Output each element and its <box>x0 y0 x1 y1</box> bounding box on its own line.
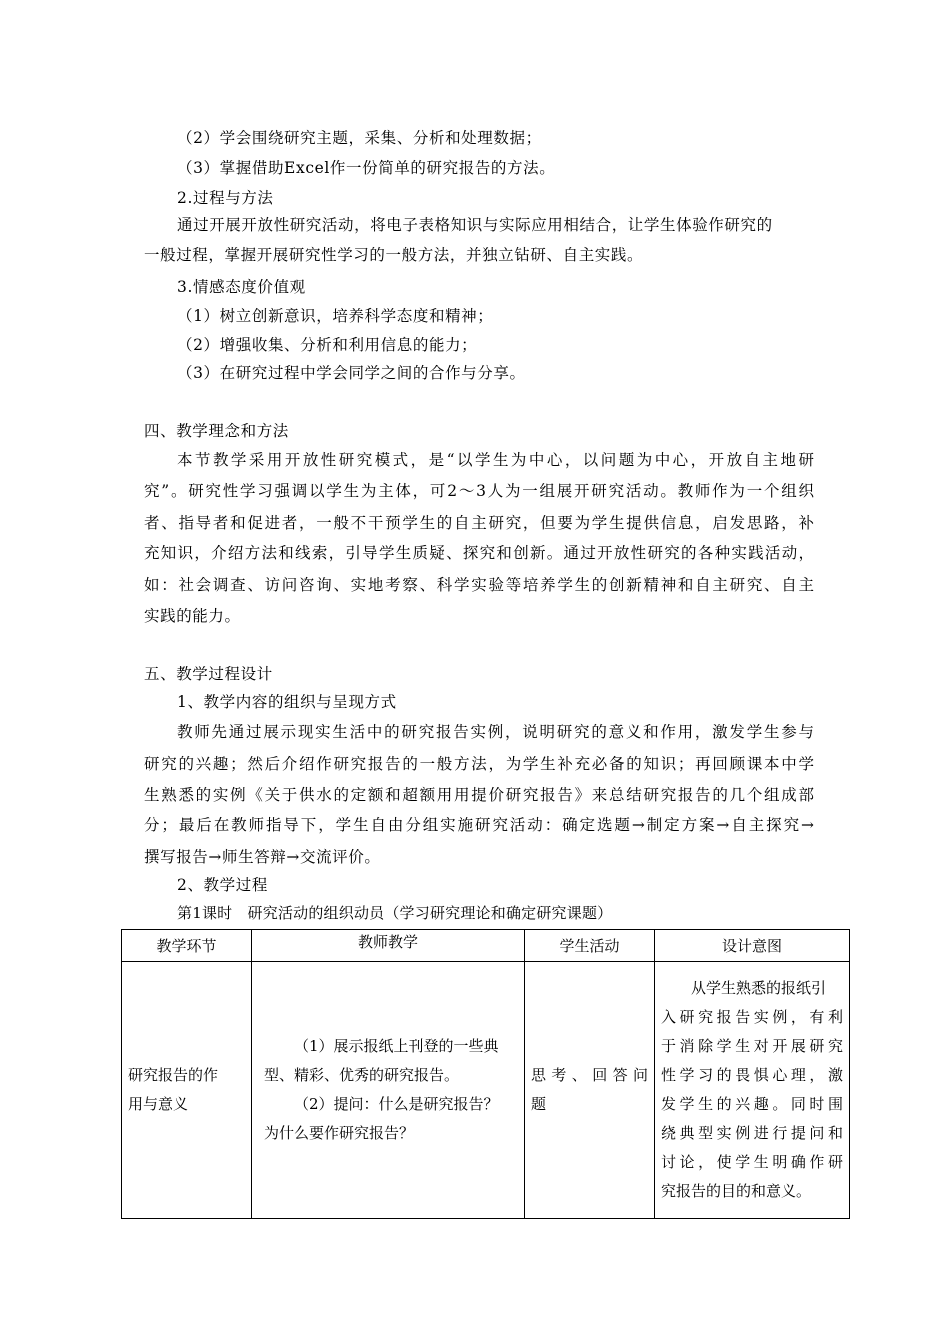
section-4-paragraph-line: 本节教学采用开放性研究模式，是“以学生为中心，以问题为中心，开放自主地研 <box>177 451 814 469</box>
intent-text: 发学生的兴趣。同时围 <box>661 1095 843 1113</box>
teacher-text: （2）提问：什么是研究报告？ <box>294 1095 499 1113</box>
table-row <box>122 962 850 1219</box>
intent-text: 从学生熟悉的报纸引 <box>691 979 827 997</box>
intent-text: 于消除学生对开展研究 <box>661 1037 843 1055</box>
goal-skill-2: （2）学会围绕研究主题，采集、分析和处理数据； <box>177 129 542 147</box>
stage-text: 用与意义 <box>128 1095 189 1113</box>
process-heading: 2.过程与方法 <box>177 189 274 207</box>
student-text: 题 <box>531 1095 547 1113</box>
student-text: 思考、回答问 <box>531 1066 648 1084</box>
section-5-paragraph-line: 研究的兴趣；然后介绍作研究报告的一般方法，为学生补充必备的知识；再回顾课本中学 <box>144 755 814 773</box>
stage-text: 研究报告的作 <box>128 1066 219 1084</box>
section-5-paragraph-line: 分；最后在教师指导下，学生自由分组实施研究活动：确定选题→制定方案→自主探究→ <box>144 816 814 834</box>
intent-text: 绕典型实例进行提问和 <box>661 1124 843 1142</box>
goal-skill-3: （3）掌握借助Excel作一份简单的研究报告的方法。 <box>177 159 556 177</box>
intent-text: 入研究报告实例，有利 <box>661 1008 843 1026</box>
header-student: 学生活动 <box>525 930 655 962</box>
section-5-sub-2: 2、教学过程 <box>177 876 268 894</box>
teacher-text: 型、精彩、优秀的研究报告。 <box>264 1066 460 1084</box>
section-4-paragraph-line: 究”。研究性学习强调以学生为主体，可2～3人为一组展开研究活动。教师作为一个组织 <box>144 482 814 500</box>
section-5-paragraph-line: 教师先通过展示现实生活中的研究报告实例，说明研究的意义和作用，激发学生参与 <box>177 723 814 741</box>
section-5-sub-1: 1、教学内容的组织与呈现方式 <box>177 693 397 711</box>
emotion-heading: 3.情感态度价值观 <box>177 278 306 296</box>
section-4-paragraph-line: 充知识，介绍方法和线索，引导学生质疑、探究和创新。通过开放性研究的各种实践活动， <box>144 544 814 562</box>
section-4-paragraph-line: 如：社会调查、访问咨询、实地考察、科学实验等培养学生的创新精神和自主研究、自主 <box>144 576 814 594</box>
process-paragraph-line: 通过开展开放性研究活动，将电子表格知识与实际应用相结合，让学生体验作研究的 <box>177 216 773 234</box>
teacher-text: 为什么要作研究报告？ <box>264 1124 415 1142</box>
section-5-paragraph-line: 生熟悉的实例《关于供水的定额和超额用用提价研究报告》来总结研究报告的几个组成部 <box>144 786 814 804</box>
emotion-goal-1: （1）树立创新意识，培养科学态度和精神； <box>177 307 494 325</box>
emotion-goal-3: （3）在研究过程中学会同学之间的合作与分享。 <box>177 364 526 382</box>
section-5-paragraph-line: 撰写报告→师生答辩→交流评价。 <box>144 848 381 866</box>
process-paragraph-line: 一般过程，掌握开展研究性学习的一般方法，并独立钻研、自主实践。 <box>144 246 644 264</box>
header-teacher: 教师教学 <box>252 930 525 962</box>
teacher-text: （1）展示报纸上刊登的一些典 <box>294 1037 499 1055</box>
intent-text: 讨论，使学生明确作研 <box>661 1153 843 1171</box>
header-stage: 教学环节 <box>122 930 252 962</box>
section-4-paragraph-line: 实践的能力。 <box>144 607 241 625</box>
intent-text: 性学习的畏惧心理，激 <box>661 1066 843 1084</box>
section-5-heading: 五、教学过程设计 <box>144 665 273 683</box>
lesson-table <box>121 929 850 1219</box>
section-4-heading: 四、教学理念和方法 <box>144 422 289 440</box>
intent-cell <box>655 962 850 1219</box>
header-intent: 设计意图 <box>655 930 850 962</box>
intent-text: 究报告的目的和意义。 <box>661 1182 812 1200</box>
stage-cell <box>122 962 252 1219</box>
emotion-goal-2: （2）增强收集、分析和利用信息的能力； <box>177 336 478 354</box>
student-cell <box>525 962 655 1219</box>
table-header-row <box>122 930 850 962</box>
lesson-title: 第1课时 研究活动的组织动员（学习研究理论和确定研究课题） <box>177 904 613 922</box>
section-4-paragraph-line: 者、指导者和促进者，一般不干预学生的自主研究，但要为学生提供信息，启发思路，补 <box>144 514 814 532</box>
teacher-cell <box>252 962 525 1219</box>
